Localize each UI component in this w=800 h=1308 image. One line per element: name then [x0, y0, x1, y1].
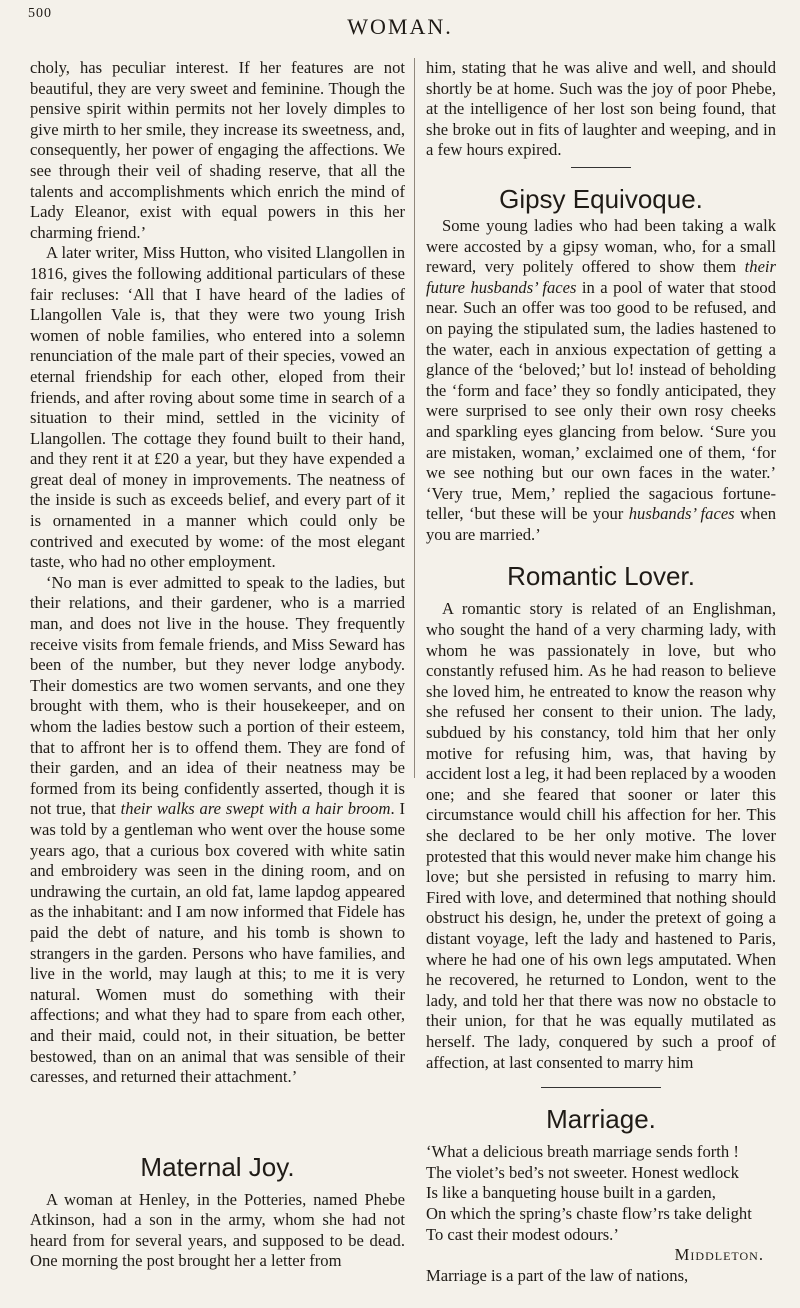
paragraph-text: ‘No man is ever admitted to speak to the ladies, but their relations, and their gardener, who is a married man, and does not live in the house. They frequently receive visits from female friends, and Miss Seward has been of the number, but they never lodge anybody. Their domestics are two women servants, and one they brought with them, who is their housekeeper, and on whom the ladies bestow such a portion of their esteem, that to affront her is to offend them. They are fond of their garden, and an idea of their neatness may be formed from its being confidently asserted, though it is not true, that [30, 572, 405, 819]
poem-line: The violet’s bed’s not sweeter. Honest wedlock [426, 1162, 739, 1182]
column-divider [414, 58, 415, 778]
paragraph-text: in a pool of water that stood near. Such an offer was too good to be refused, and on paying the stipulated sum, the ladies hastened to the water, each in anxious expectation of getting a glance of the ‘beloved;’ but lo! instead of beholding the ‘form and face’ they so fondly anticipated, they were surprised to see only their own rosy cheeks and sparkling eyes glancing from below. ‘Sure you are mistaken, woman,’ exclaimed one of them, ‘for we see nothing but our own faces in the water.’ ‘Very true, Mem,’ replied the sagacious fortune-teller, ‘but these will be your [426, 277, 776, 524]
poem-line: Is like a banqueting house built in a garden, [426, 1183, 716, 1203]
right-column [426, 58, 776, 1298]
left-column [30, 58, 405, 1298]
paragraph-continued: choly, has peculiar interest. If her features are not beautiful, they are very sweet and feminine. Though the pensive spirit within permits not her lovely dimples to give mirth to her smile, they increase its sweetness, and, consequently, her power of engaging the affections. We see through their veil of shading reserve, that all the talents and accomplishments which enrich the mind of Lady Eleanor, exist with equal powers in this her charming friend.’ [30, 58, 405, 242]
paragraph-hutton: A later writer, Miss Hutton, who visited Llangollen in 1816, gives the following additional particulars of these fair recluses: ‘All that I have heard of the ladies of Llangollen Vale is, that they were two young Irish women of noble families, who entered into a solemn renunciation of the male part of their species, vowed an eternal friendship for each other, eloped from their friends, and after roving about some time in search of a situation to their mind, settled in the vicinity of Llangollen. The cottage they found built to their hand, and they rent it at £20 a year, but they have expended a great deal of money in improvements. The neatness of the inside is such as exceeds belief, and every part of it is ornamented in a manner which could only be contrived and executed by wome: of the most elegant taste, who had no other employment. [30, 243, 405, 572]
running-title: WOMAN. [347, 14, 453, 39]
heading-gipsy-equivoque: Gipsy Equivoque. [499, 183, 703, 214]
paragraph-no-man [30, 573, 405, 1088]
poem-line: To cast their modest odours.’ [426, 1224, 619, 1244]
paragraph-maternal: A woman at Henley, in the Potteries, named Phebe Atkinson, had a son in the army, whom she had not heard from for several years, and supposed to be dead. One morning the post brought her a letter from [30, 1189, 405, 1271]
paragraph-maternal-continued: him, stating that he was alive and well, and should shortly be at home. Such was the joy of poor Phebe, at the intelligence of her lost son being found, that she broke out in fits of laughter and weeping, and in a few hours expired. [426, 58, 776, 160]
heading-marriage: Marriage. [546, 1104, 656, 1135]
heading-romantic-lover: Romantic Lover. [507, 561, 695, 592]
paragraph-gipsy [426, 216, 776, 546]
paragraph-text: . I was told by a gentleman who went over the house some years ago, that a curious box covered with white satin and embroidery was seen in the dining room, and on undrawing the curtain, an old fat, lame lapdog appeared as the inhabitant: and I am now informed that Fidele has paid the debt of nature, and his tomb is shown to strangers in the garden. Persons who have families, and live in the world, may laugh at this; to me it is very natural. Women must do something with their affections; and what they had to spare from each other, and their maid, could not, in their situation, be better bestowed, than on an animal that was sensible of their caresses, and returned their attachment.’ [30, 799, 405, 1087]
heading-maternal-joy: Maternal Joy. [140, 1151, 295, 1182]
poem [426, 1142, 776, 1245]
page-number: 500 [28, 6, 52, 21]
italic-phrase: husbands’ faces [628, 504, 735, 524]
italic-phrase: their future husbands’ faces [426, 257, 776, 297]
poem-attribution: Middleton. [674, 1245, 764, 1265]
paragraph-closing: Marriage is a part of the law of nations, [426, 1265, 689, 1285]
paragraph-romantic: A romantic story is related of an Englishman, who sought the hand of a very charming lady, with whom he was passionately in love, but who constantly refused him. As he had reason to believe she loved him, he entreated to know the reason why she refused her consent to their union. The lady, subdued by his constancy, told him that her only motive for refusing him, was, that having by accident lost a leg, it had been replaced by a wooden one; and she feared that sooner or later this circumstance would chill his affection for her. This she declared to be her only motive. The lover protested that this would never make him change his love; but she persisted in refusing to marry him. Fired with love, and determined that nothing should obstruct his design, he, under the pretext of going a distant voyage, left the lady and hastened to Paris, where he had one of his own legs amputated. When he recovered, he returned to London, went to the lady, and told her that there was now no obstacle to their union, for that he was equally mutilated as herself. The lady, conquered by such a proof of affection, at last consented to marry him [426, 599, 776, 1072]
italic-phrase: their walks are swept with a hair broom [120, 799, 391, 819]
poem-line: ‘What a delicious breath marriage sends forth ! [426, 1142, 739, 1162]
paragraph-text: when you are married.’ [426, 504, 776, 544]
poem-line: On which the spring’s chaste flow’rs take delight [426, 1203, 752, 1223]
paragraph-text: Some young ladies who had been taking a walk were accosted by a gipsy woman, who, for a small reward, very politely offered to show them [426, 215, 776, 277]
